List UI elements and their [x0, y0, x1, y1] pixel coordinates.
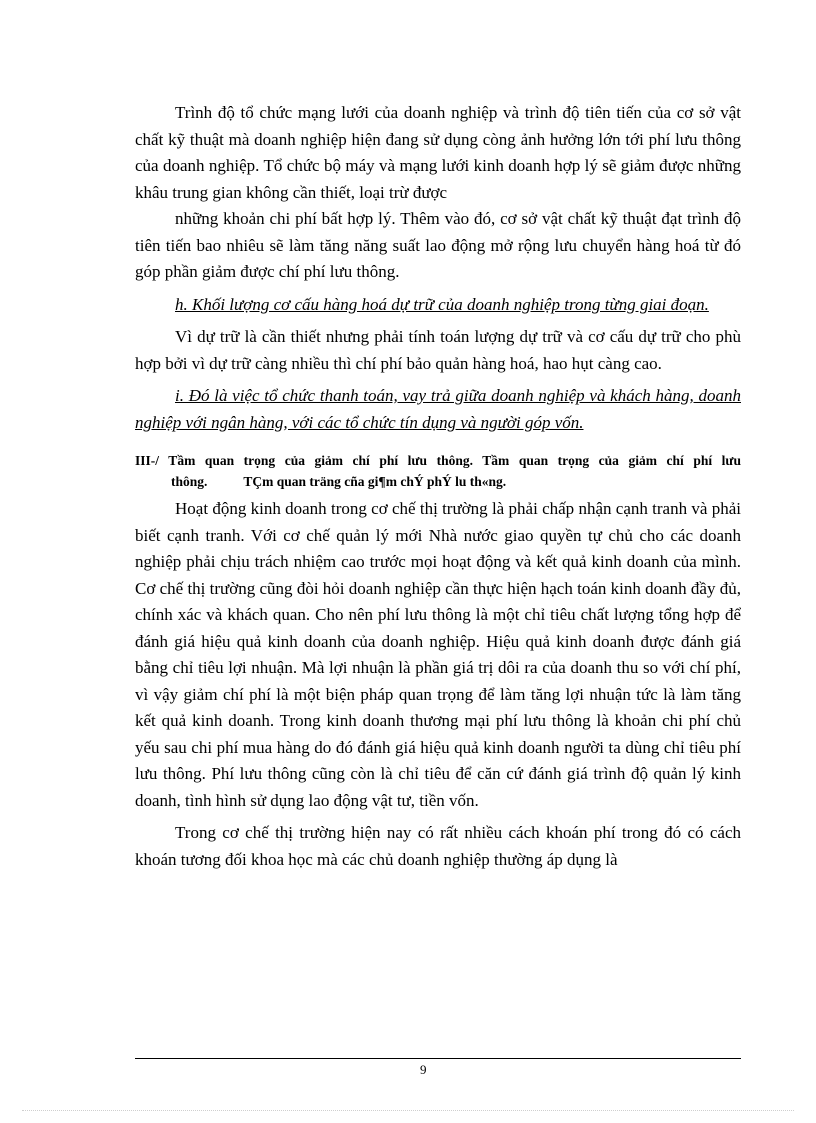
section-heading-garbled: TÇm quan träng cña gi¶m chÝ phÝ lu th«ng.	[243, 474, 507, 489]
section-heading-text: III-/ Tầm quan trọng của giảm chí phí lưu thông. Tầm quan trọng của giảm chí phí lưu thông.	[135, 453, 741, 489]
paragraph-inventory: Vì dự trữ là cần thiết nhưng phải tính toán lượng dự trữ và cơ cấu dự trữ cho phù hợp bởi vì dự trữ càng nhiều thì chí phí bảo quản hàng hoá, hao hụt càng cao.	[135, 327, 741, 373]
subheading-h: h. Khối lượng cơ cấu hàng hoá dự trữ của doanh nghiệp trong từng giai đoạn.	[175, 294, 709, 314]
document-body	[135, 100, 741, 873]
page-number: 9	[420, 1062, 427, 1077]
section-heading-iii	[135, 450, 741, 492]
footer-divider	[135, 1058, 741, 1059]
paragraph-business-activity: Hoạt động kinh doanh trong cơ chế thị trường là phải chấp nhận cạnh tranh và phải biết cạnh tranh. Với cơ chế quản lý mới Nhà nước giao quyền tự chủ cho các doanh nghiệp phải chịu trách nhiệm cao trước mọi hoạt động và kết quả kinh doanh của mình. Cơ chế thị trường cũng đòi hỏi doanh nghiệp cần thực hiện hạch toán kinh doanh đầy đủ, chính xác và khách quan. Cho nên phí lưu thông là một chỉ tiêu chất lượng tổng hợp để đánh giá hiệu quả kinh doanh của doanh nghiệp. Hiệu quả kinh doanh được đánh giá bằng chỉ tiêu lợi nhuận. Mà lợi nhuận là phần giá trị dôi ra của doanh thu so với chí phí, vì vậy giảm chí phí là một biện pháp quan trọng để làm tăng lợi nhuận tức là làm tăng kết quả kinh doanh. Trong kinh doanh thương mại phí lưu thông là khoản chi phí chủ yếu sau chi phí mua hàng do đó đánh giá hiệu quả kinh doanh người ta dùng chỉ tiêu phí lưu thông. Phí lưu thông cũng còn là chỉ tiêu để căn cứ đánh giá trình độ quản lý kinh doanh, tình hình sử dụng lao động vật tư, tiền vốn.	[135, 499, 741, 810]
paragraph-unreasonable-costs: những khoản chi phí bất hợp lý. Thêm vào đó, cơ sở vật chất kỹ thuật đạt trình độ tiên tiến bao nhiêu sẽ làm tăng năng suất lao động mở rộng lưu chuyển hàng hoá từ đó góp phần giảm được chí phí lưu thông.	[135, 209, 741, 281]
subheading-i: i. Đó là việc tổ chức thanh toán, vay trả giữa doanh nghiệp và khách hàng, doanh nghiệp với ngân hàng, với các tổ chức tín dụng và người góp vốn.	[135, 386, 741, 432]
paragraph-network-organization: Trình độ tổ chức mạng lưới của doanh nghiệp và trình độ tiên tiến của cơ sở vật chất kỹ thuật mà doanh nghiệp hiện đang sử dụng còng ảnh hưởng lớn tới phí lưu thông của doanh nghiệp. Tổ chức bộ máy và mạng lưới kinh doanh hợp lý sẽ giảm được những khâu trung gian không cần thiết, loại trừ được	[135, 103, 741, 202]
paragraph-cost-allocation: Trong cơ chế thị trường hiện nay có rất nhiều cách khoán phí trong đó có cách khoán tương đối khoa học mà các chủ doanh nghiệp thường áp dụng là	[135, 823, 741, 869]
page-edge-divider	[22, 1110, 794, 1111]
